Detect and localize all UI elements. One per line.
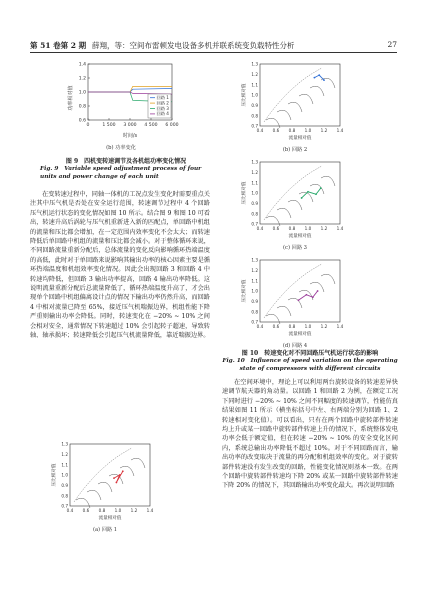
fig9-xtick-label: 4 500	[144, 123, 158, 128]
fig9-series-line	[88, 86, 172, 92]
fig10-ytick-label: 1.1	[251, 82, 258, 88]
fig10-operating-point	[301, 197, 303, 199]
fig10-xtick-label: 1.2	[130, 508, 138, 513]
fig9-xtick-label: 3 000	[123, 123, 137, 128]
fig10-ytick-label: 0.7	[251, 221, 258, 227]
fig10-ytick-label: 1.3	[251, 61, 258, 67]
fig10-ytick-label: 0.7	[251, 319, 258, 325]
fig10-surge-line	[74, 448, 132, 502]
fig10-panel	[240, 60, 350, 156]
fig10-operating-point	[314, 77, 316, 79]
fig10-ytick-label: 1.2	[251, 71, 258, 77]
fig10-speed-line	[266, 314, 280, 324]
fig10-plot-frame	[260, 64, 340, 126]
fig10-ytick-label: 0.7	[61, 503, 68, 509]
fig10-plot-frame	[260, 162, 340, 224]
fig9-subcaption: (b) 功率变化	[106, 145, 136, 151]
fig10-ytick-label: 1.3	[61, 441, 68, 447]
fig10-xtick-label: 0.8	[288, 324, 296, 329]
fig10-xtick-label: 0.8	[98, 508, 106, 513]
fig10-xtick-label: 1.2	[320, 226, 328, 231]
fig9-caption-cn: 图 9 四机变转速调节及各机组功率变化情况	[65, 158, 187, 165]
fig10-operating-point	[113, 477, 115, 479]
fig10-operating-point	[119, 474, 121, 476]
fig10-subcaption: (a) 回路 1	[92, 527, 118, 533]
fig10-caption-cn: 图 10 转速变化对不同回路压气机运行状态的影响	[241, 350, 379, 357]
fig10-ytick-label: 0.9	[251, 298, 258, 304]
left-column-text	[30, 190, 210, 341]
fig10-operating-point	[122, 470, 124, 472]
fig10-ytick-label: 0.9	[251, 200, 258, 206]
fig10-xlabel: 流量相对值	[98, 516, 122, 521]
fig10-xtick-label: 0.8	[288, 128, 296, 133]
fig10-panel	[50, 440, 160, 536]
fig10-compressor-map	[240, 256, 350, 342]
fig10-speed-line	[87, 490, 101, 500]
fig10-xtick-label: 1.2	[320, 128, 328, 133]
running-header	[30, 40, 397, 53]
fig10-xtick-label: 0.6	[82, 508, 90, 513]
fig9-xlabel: 时间/s	[122, 133, 138, 139]
fig10-ytick-label: 0.8	[251, 113, 258, 119]
fig10-speed-line	[277, 306, 291, 316]
fig10-xtick-label: 0.4	[256, 128, 264, 133]
fig10-operating-point	[315, 193, 317, 195]
fig10-panel	[240, 256, 350, 352]
fig10-speed-line	[288, 102, 302, 112]
fig10-ylabel: 压比相对值	[242, 279, 247, 303]
fig10-xtick-label: 1.4	[336, 128, 344, 133]
fig10-xtick-label: 1.0	[304, 324, 312, 329]
fig10-ytick-label: 1.1	[251, 278, 258, 284]
fig10-xlabel: 流量相对值	[288, 332, 312, 337]
fig9-ylabel: 功率相对值	[68, 85, 74, 111]
fig10-speed-line	[277, 110, 291, 120]
fig10-operating-point	[312, 296, 314, 298]
fig10-ytick-label: 1.2	[251, 267, 258, 273]
fig10-xtick-label: 0.8	[288, 226, 296, 231]
fig9-legend-label: 回路 1	[156, 95, 169, 100]
fig10-ytick-label: 0.9	[251, 102, 258, 108]
running-title: 薛翔，等：空间布雷顿发电设备多机并联系统变负载特性分析	[92, 41, 295, 50]
fig10-operating-point	[323, 79, 325, 81]
fig10-caption	[222, 350, 398, 373]
fig9-caption	[40, 158, 212, 181]
fig10-subcaption: (d) 回路 4	[282, 343, 308, 349]
fig10-operating-point	[320, 187, 322, 189]
fig9-legend-label: 回路 4	[156, 111, 169, 117]
fig10-operating-point	[318, 74, 320, 76]
fig10-xtick-label: 1.4	[336, 324, 344, 329]
fig10-caption-en: Fig. 10 Influence of speed variation on the operating state of compressors with different circuits	[222, 358, 398, 372]
fig10-speed-line	[321, 274, 335, 284]
fig10-speed-line	[131, 458, 145, 468]
fig10-ylabel: 压比相对值	[242, 83, 247, 107]
fig10-xlabel: 流量相对值	[288, 234, 312, 239]
fig10-speed-line	[310, 86, 324, 96]
fig10-compressor-map	[240, 158, 350, 244]
fig10-operating-path	[298, 291, 317, 300]
fig10-speed-line	[288, 200, 302, 210]
fig10-surge-line	[264, 264, 322, 318]
fig10-subcaption: (b) 回路 2	[282, 147, 308, 153]
fig10-ytick-label: 0.8	[61, 493, 68, 499]
fig9-xtick-label: 1 500	[102, 123, 116, 128]
fig10-surge-line	[264, 68, 322, 122]
fig10-compressor-map	[50, 440, 160, 526]
fig10-xtick-label: 1.0	[114, 508, 122, 513]
fig9-power-chart	[66, 58, 179, 140]
fig10-ytick-label: 1.0	[251, 92, 258, 98]
fig10-speed-line	[299, 94, 313, 104]
fig9-ytick-label: 1.4	[78, 62, 86, 68]
fig10-xtick-label: 1.0	[304, 226, 312, 231]
fig10-panel	[240, 158, 350, 254]
fig10-xtick-label: 0.6	[272, 324, 280, 329]
fig10-ytick-label: 1.1	[251, 180, 258, 186]
fig10-ylabel: 压比相对值	[242, 181, 247, 205]
fig10-ytick-label: 1.0	[61, 472, 68, 478]
fig10-xtick-label: 0.6	[272, 128, 280, 133]
fig10-ytick-label: 0.8	[251, 309, 258, 315]
fig10-operating-point	[317, 290, 319, 292]
fig9-ytick-label: 0.6	[78, 118, 86, 124]
right-column-text	[222, 378, 398, 491]
fig10-speed-line	[277, 208, 291, 218]
fig10-xtick-label: 1.0	[304, 128, 312, 133]
fig10-ytick-label: 1.3	[251, 257, 258, 263]
fig9-legend-label: 回路 2	[156, 100, 169, 106]
fig9-xtick-label: 6 000	[165, 123, 179, 128]
fig10-speed-line	[266, 118, 280, 128]
fig10-xtick-label: 0.4	[256, 226, 264, 231]
fig10-ytick-label: 1.0	[251, 190, 258, 196]
fig10-operating-point	[307, 191, 309, 193]
fig10-xtick-label: 1.4	[336, 226, 344, 231]
fig10-plot-frame	[70, 444, 150, 506]
fig10-speed-line	[76, 498, 90, 508]
fig10-speed-line	[98, 482, 112, 492]
fig10-plot-frame	[260, 260, 340, 322]
fig10-ytick-label: 0.8	[251, 211, 258, 217]
fig10-operating-point	[298, 299, 300, 301]
fig10-xtick-label: 0.4	[256, 324, 264, 329]
paragraph: 在空间环境中，理论上可以利用两台旋转设备的转速差异快速调节航天器的角动量。以回路 1 和回路 2 为例，在额定工况下同时进行 −20% ~ 10% 之间不同幅度的转速调节，性能仿真结果如图 11 所示（横坐标括号中左、右两端分别为回路 1、2 转速相对变化值）。可以看出，只有在两个回路中旋转部件转速均上升或某一回路中旋转部件转速上升的情况下，系统整体发电功率会低于额定值，但在转速 −20% ~ 10% 的安全变化区间内，系统总输出功率降低不超过 10%。对于不同回路而言，输出功率的改变取决于流量的再分配和机组效率的变化。对于旋转部件转速没有发生改变的回路，性能变化情况则基本一致。在两个回路中旋转部件转速均下降 20% 或某一回路中旋转部件转速下降 20% 的情况下，其回路输出功率变化最大。再次说明回路	[222, 379, 398, 490]
fig10-ytick-label: 1.2	[61, 451, 68, 457]
fig10-speed-line	[266, 216, 280, 226]
fig10-xtick-label: 1.4	[146, 508, 154, 513]
fig10-operating-path	[302, 188, 321, 198]
fig10-speed-line	[321, 176, 335, 186]
fig10-operating-path	[114, 471, 123, 482]
fig10-ytick-label: 1.2	[251, 169, 258, 175]
fig10-ytick-label: 1.3	[251, 159, 258, 165]
journal-volume: 第 51 卷第 2 期	[30, 41, 87, 50]
fig9-ytick-label: 1.2	[78, 76, 86, 82]
fig10-operating-point	[306, 294, 308, 296]
fig9-ytick-label: 1.0	[78, 90, 86, 96]
fig10-ytick-label: 1.0	[251, 288, 258, 294]
fig10-ytick-label: 0.9	[61, 482, 68, 488]
paragraph: 在变转速过程中，同轴一体机的工况点发生变化时需要重点关注其中压气机是否处在安全运行范围，转速调节过程中 4 个回路压气机运行状态的变化情况如图 10 所示。结合图 9 和图 10 可看出，转速升高后涡轮与压气机重新进入新的匹配点，单回路中机组的流量和压比都会增加，在一定范围内效率变化不会太大；而转速降低后单回路中机组的流量和压比都会减小。对于整体循环来说，不同回路流量重新分配后，总体流量的变化反向影响循环热端温度的高低，此时对于单回路来说影响其输出功率的核心因素主要是循环热端温度和机组效率变化情况。因此会出现回路 3 和回路 4 中转速均降低，但回路 3 输出功率提高，回路 4 输出功率降低。这说明流量重新分配后总流量降低了，循环热端温度升高了，才会出现单个回路中机组偏离设计点的情况下输出功率仍然升高，而回路 4 中相对流量已降至 65%，接近压气机喘振边界，机组性能下降严重则输出功率会降低。同时，转速变化在 −20% ~ 10% 之间会相对安全，通常情况下转速超过 10% 会引起转子超速，导致转轴、轴承损坏；转速降低会引起压气机流量降低，靠近喘振边界。	[30, 191, 210, 340]
page-number: 27	[387, 40, 397, 49]
fig10-xtick-label: 0.6	[272, 226, 280, 231]
fig10-subcaption: (c) 回路 3	[283, 245, 307, 251]
fig10-xtick-label: 0.4	[66, 508, 74, 513]
fig10-compressor-map	[240, 60, 350, 146]
fig10-ylabel: 压比相对值	[52, 463, 57, 487]
fig10-ytick-label: 1.1	[61, 462, 68, 468]
fig9-xtick-label: 0	[86, 123, 90, 128]
fig10-xtick-label: 1.2	[320, 324, 328, 329]
fig9-caption-en: Fig. 9 Variable speed adjustment process of four units and power change of each unit	[40, 166, 202, 180]
fig10-operating-point	[116, 482, 118, 484]
fig9-legend-label: 回路 3	[156, 105, 169, 111]
fig10-ytick-label: 0.7	[251, 123, 258, 129]
fig9-ytick-label: 0.8	[78, 104, 86, 110]
fig10-xlabel: 流量相对值	[288, 136, 312, 141]
